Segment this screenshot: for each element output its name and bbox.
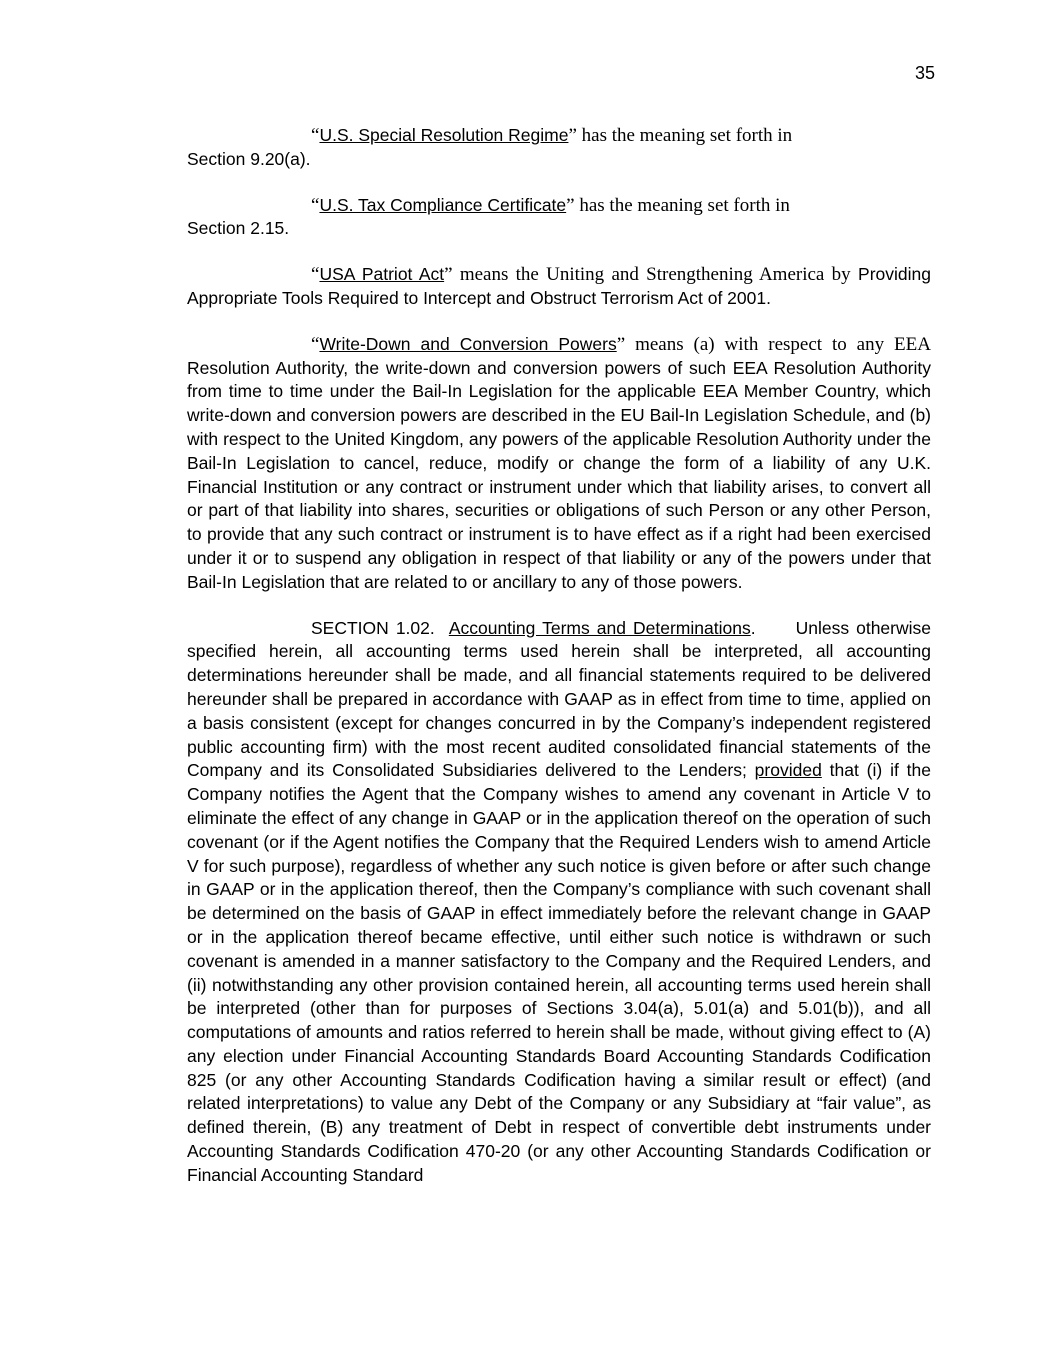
open-quote: “ [311,125,320,146]
defined-term: Write-Down and Conversion Powers [319,333,617,354]
section-heading-period: . [750,617,756,638]
definition-usa-patriot-act [187,263,931,311]
definition-text: Providing Appropriate Tools Required to Intercept and Obstruct Terrorism Act of 2001. [187,264,931,308]
provided-term: provided [754,760,822,781]
defined-term: USA Patriot Act [319,264,445,285]
defined-term: U.S. Special Resolution Regime [319,125,569,145]
definition-write-down-and-conversion-powers [187,333,931,595]
definition-lead: ” has the meaning set forth in [568,125,793,146]
section-number: SECTION 1.02. [311,617,435,638]
section-heading: Accounting Terms and Determinations [448,617,751,638]
definition-us-special-resolution-regime [187,124,931,172]
section-1-02 [187,617,931,1188]
definition-text: Section 9.20(a). [187,148,311,169]
defined-term: U.S. Tax Compliance Certificate [319,194,567,215]
definition-lead: ” means the Uniting and Strengthening America by [444,264,851,286]
open-quote: “ [311,264,320,286]
definition-us-tax-compliance-certificate [187,194,931,242]
section-text-continued: that (i) if the Company notifies the Agent that the Company wishes to amend any covenant in Article V to eliminate the effect of any change in GAAP or in the application thereof on the operation of such covenant (or if the Agent notifies the Company that the Required Lenders wish to amend Article V for such purpose), regardless of whether any such notice is given before or after such change in GAAP or in the application thereof, then the Company’s compliance with such covenant shall be determined on the basis of GAAP in effect immediately before the relevant change in GAAP or in the application thereof became effective, until either such notice is withdrawn or such covenant is amended in a manner satisfactory to the Company and the Required Lenders, and (ii) notwithstanding any other provision contained herein, all accounting terms used herein shall be interpreted (other than for purposes of Sections 3.04(a), 5.01(a) and 5.01(b)), and all computations of amounts and ratios referred to herein shall be made, without giving effect to (A) any election under Financial Accounting Standards Board Accounting Standards Codification 825 (or any other Accounting Standards Codification having a similar result or effect) (and related interpretations) to value any Debt of the Company or any Subsidiary at “fair value”, as defined therein, (B) any treatment of Debt in respect of convertible debt instruments under Accounting Standards Codification 470-20 (or any other Accounting Standards Codification or Financial Accounting Standard [187,760,931,1185]
open-quote: “ [311,333,320,355]
open-quote: “ [311,194,320,216]
definition-text: Section 2.15. [187,218,290,239]
page-number: 35 [914,63,935,83]
definition-lead: ” has the meaning set forth in [566,194,790,216]
definition-lead: ” means (a) with respect to any EEA [616,333,931,355]
section-text: Unless otherwise specified herein, all accounting terms used herein shall be interpreted, all accounting determinations hereunder shall be made, and all financial statements required to be delivered hereunder shall be prepared in accordance with GAAP as in effect from time to time, applied on a basis consistent (except for changes concurred in by the Company’s independent registered public accounting firm) with the most recent audited consolidated financial statements of the Company and its Consolidated Subsidiaries delivered to the Lenders; [187,617,931,781]
definition-text: Resolution Authority, the write-down and conversion powers of such EEA Resolution Authority from time to time under the Bail-In Legislation for the applicable EEA Member Country, which write-down and conversion powers are described in the EU Bail-In Legislation Schedule, and (b) with respect to the United Kingdom, any powers of the applicable Resolution Authority under the Bail-In Legislation to cancel, reduce, modify or change the form of a liability of any U.K. Financial Institution or any contract or instrument under which that liability arises, to convert all or part of that liability into shares, securities or obligations of such Person or any other Person, to provide that any such contract or instrument is to have effect as if a right had been exercised under it or to suspend any obligation in respect of that liability or any of the powers under that Bail-In Legislation that are related to or ancillary to any of those powers. [187,357,931,592]
document-body [187,124,931,1210]
